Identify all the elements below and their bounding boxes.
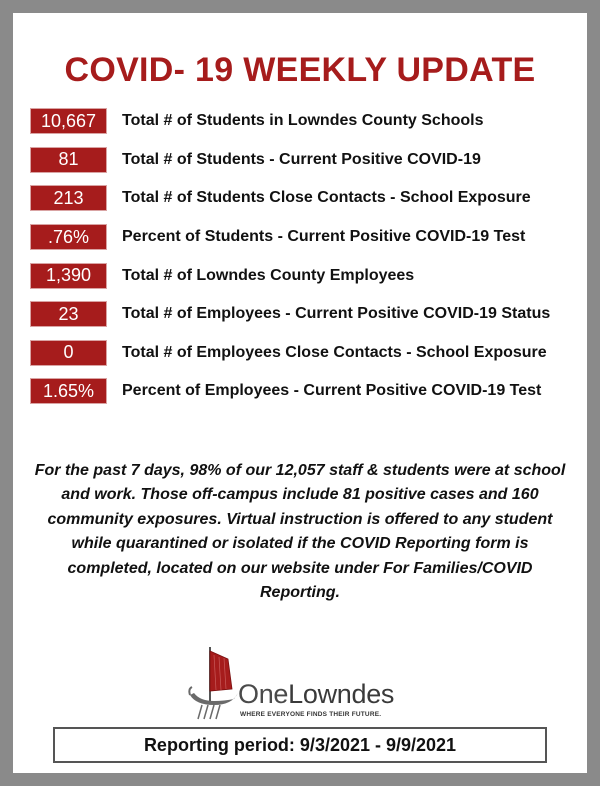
update-card — [13, 13, 587, 773]
stat-row — [30, 372, 580, 411]
onelowndes-logo — [188, 643, 428, 725]
stat-label: Percent of Students - Current Positive COVID-19 Test — [122, 228, 526, 246]
stat-label: Total # of Employees - Current Positive COVID-19 Status — [122, 305, 551, 323]
stat-value: 213 — [30, 185, 107, 211]
stat-value: 10,667 — [30, 108, 107, 134]
stat-value: 23 — [30, 301, 107, 327]
stat-row — [30, 179, 580, 218]
stats-list — [30, 102, 580, 411]
logo-name: OneLowndes — [238, 679, 395, 709]
stat-label: Total # of Employees Close Contacts - School Exposure — [122, 343, 547, 361]
attendance-note: For the past 7 days, 98% of our 12,057 staff & students were at school and work. Those off-campus include 81 positive cases and 160 community exposures. Virtual instruction is offered to any student while quarantined or isolated if the COVID Reporting form is completed, located on our website under For Families/COVID Reporting. — [34, 462, 566, 602]
stat-value: 1.65% — [30, 378, 107, 404]
viking-ship-icon — [188, 643, 240, 725]
stat-row — [30, 102, 580, 141]
stat-value: 0 — [30, 340, 107, 366]
stat-label: Total # of Students in Lowndes County Schools — [122, 112, 484, 130]
reporting-period: Reporting period: 9/3/2021 - 9/9/2021 — [53, 727, 547, 763]
stat-row — [30, 141, 580, 180]
stat-label: Percent of Employees - Current Positive COVID-19 Test — [122, 382, 542, 400]
stat-value: .76% — [30, 224, 107, 250]
stat-row — [30, 295, 580, 334]
stat-row — [30, 334, 580, 373]
stat-row — [30, 256, 580, 295]
page-title: COVID- 19 WEEKLY UPDATE — [64, 51, 536, 89]
logo-tagline: WHERE EVERYONE FINDS THEIR FUTURE. — [240, 711, 382, 718]
stat-row — [30, 218, 580, 257]
stat-label: Total # of Lowndes County Employees — [122, 266, 415, 284]
stat-value: 81 — [30, 147, 107, 173]
stat-label: Total # of Students - Current Positive COVID-19 — [122, 150, 481, 168]
stat-value: 1,390 — [30, 263, 107, 289]
stat-label: Total # of Students Close Contacts - School Exposure — [122, 189, 531, 207]
